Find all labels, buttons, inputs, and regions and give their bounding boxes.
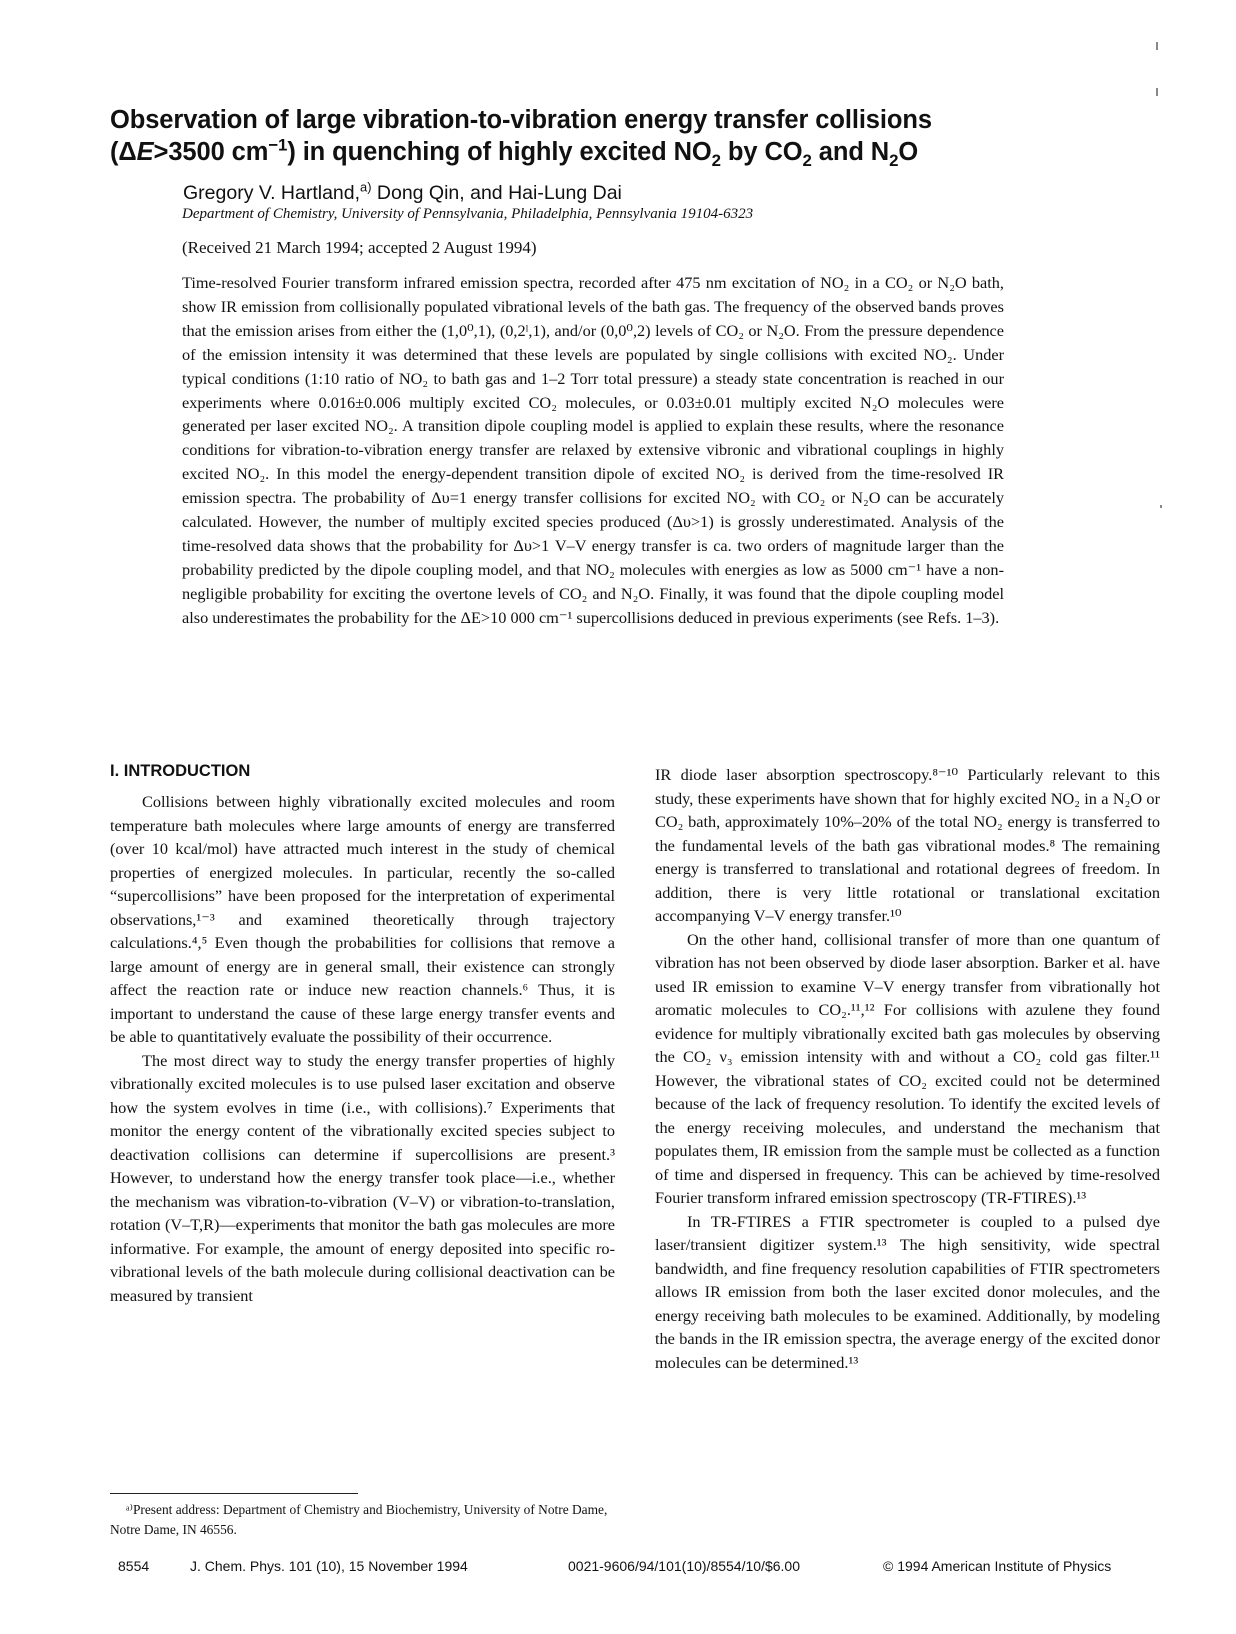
paragraph: Collisions between highly vibrationally excited molecules and room temperature bath molecules where large amounts of energy are transferred (over 10 kcal/mol) have attracted much interest in the study of chemical properties of energized molecules. In particular, recently the so-called “supercollisions” have been proposed for the interpretation of experimental observations,¹⁻³ and examined theoretically through trajectory calculations.⁴,⁵ Even though the probabilities for collisions that remove a large amount of energy are in general small, their existence can strongly affect the reaction rate or induce new reaction channels.⁶ Thus, it is important to understand the cause of these large energy transfer events and be able to quantitatively evaluate the possibility of their occurrence.	[110, 792, 615, 1046]
paper-title	[110, 104, 1150, 171]
footnote: ᵃ⁾Present address: Department of Chemistry and Biochemistry, University of Notre Dame, Notre Dame, IN 46556.	[110, 1502, 608, 1537]
author-list: Gregory V. Hartland,$^{a)}$ Dong Qin, and Hai-Lung Dai	[183, 179, 622, 204]
affiliation: Department of Chemistry, University of Pennsylvania, Philadelphia, Pennsylvania 19104-6323	[182, 206, 754, 222]
scan-mark	[1156, 88, 1158, 96]
paragraph: On the other hand, collisional transfer of more than one quantum of vibration has not been observed by diode laser absorption. Barker et al. have used IR emission to examine V–V energy transfer from vibrationally hot aromatic molecules to CO₂.¹¹,¹² For collisions with azulene they found evidence for multiply vibrationally excited bath gas molecules by observing the CO₂ ν₃ emission intensity with and without a CO₂ cold gas filter.¹¹ However, the vibrational states of CO₂ excited could not be determined because of the lack of frequency resolution. To identify the excited levels of the energy receiving molecules, and understand the mechanism that populates them, IR emission from the sample must be collected as a function of time and dispersed in frequency. This can be achieved by time-resolved Fourier transform infrared emission spectroscopy (TR-FTIRES).¹³	[655, 929, 1160, 1207]
section-heading: I. INTRODUCTION	[110, 762, 251, 780]
scan-mark	[1160, 505, 1162, 508]
received-dates: (Received 21 March 1994; accepted 2 August 1994)	[182, 238, 537, 257]
journal-citation: J. Chem. Phys. 101 (10), 15 November 1994	[190, 1558, 468, 1574]
copyright-notice: © 1994 American Institute of Physics	[883, 1558, 1112, 1574]
paragraph: In TR-FTIRES a FTIR spectrometer is coupled to a pulsed dye laser/transient digitizer system.¹³ The high sensitivity, wide spectral bandwidth, and fine frequency resolution capabilities of FTIR spectrometers allows IR emission from both the laser excited donor molecules, and the energy receiving bath molecules to be examined. Additionally, by modeling the bands in the IR emission spectra, the average energy of the excited donor molecules can be determined.¹³	[655, 1211, 1160, 1372]
article-code: 0021-9606/94/101(10)/8554/10/$6.00	[568, 1558, 800, 1574]
footnote-divider	[110, 1493, 358, 1494]
title-line-1: Observation of large vibration-to-vibration energy transfer collisions	[110, 106, 932, 134]
scan-mark	[1156, 42, 1158, 50]
paragraph: IR diode laser absorption spectroscopy.⁸⁻¹⁰ Particularly relevant to this study, these experiments have shown that for highly excited NO₂ in a N₂O or CO₂ bath, approximately 10%–20% of the total NO₂ energy is transferred to the fundamental levels of the bath gas vibrational modes.⁸ The remaining energy is transferred to translational and rotational degrees of freedom. In addition, there is very little rotational or translational excitation accompanying V–V energy transfer.¹⁰	[655, 765, 1160, 925]
left-column	[110, 790, 615, 1307]
title-line-2: (ΔE>3500 $cm^{-1}$) in quenching of highly excited $NO_2$ by $CO_2$ and $N_2O$	[110, 135, 919, 171]
paragraph: The most direct way to study the energy transfer properties of highly vibrationally excited molecules is to use pulsed laser excitation and observe how the system evolves in time (i.e., with collisions).⁷ Experiments that monitor the energy content of the vibrationally excited species subject to deactivation collisions can determine if supercollisions are present.³ However, to understand how the energy transfer took place—i.e., whether the mechanism was vibration-to-vibration (V–V) or vibration-to-translation, rotation (V–T,R)—experiments that monitor the bath gas molecules are more informative. For example, the amount of energy deposited into specific ro-vibrational levels of the bath molecule during collisional deactivation can be measured by transient	[110, 1050, 615, 1305]
abstract: Time-resolved Fourier transform infrared emission spectra, recorded after 475 nm excitation of NO₂ in a CO₂ or N₂O bath, show IR emission from collisionally populated vibrational levels of the bath gas. The frequency of the observed bands proves that the emission arises from either the (1,0⁰,1), (0,2ˡ,1), and/or (0,0⁰,2) levels of CO₂ or N₂O. From the pressure dependence of the emission intensity it was determined that these levels are populated by single collisions with excited NO₂. Under typical conditions (1:10 ratio of NO₂ to bath gas and 1–2 Torr total pressure) a steady state concentration is reached in our experiments where 0.016±0.006 multiply excited CO₂ molecules, or 0.03±0.01 multiply excited N₂O molecules were generated per laser excited NO₂. A transition dipole coupling model is applied to explain these results, where the resonance conditions for vibration-to-vibration energy transfer are relaxed by extensive vibronic and vibrational couplings in highly excited NO₂. In this model the energy-dependent transition dipole of excited NO₂ is derived from the time-resolved IR emission spectra. The probability of Δυ=1 energy transfer collisions for excited NO₂ with CO₂ or N₂O can be accurately calculated. However, the number of multiply excited species produced (Δυ>1) is grossly underestimated. Analysis of the time-resolved data shows that the probability for Δυ>1 V–V energy transfer is ca. two orders of magnitude larger than the probability predicted by the dipole coupling model, and that NO₂ molecules with energies as low as 5000 cm⁻¹ have a non-negligible probability for exciting the overtone levels of CO₂ and N₂O. Finally, it was found that the dipole coupling model also underestimates the probability for the ΔE>10 000 cm⁻¹ supercollisions deduced in previous experiments (see Refs. 1–3).	[182, 273, 1004, 627]
right-column	[655, 763, 1160, 1374]
page-number: 8554	[118, 1558, 150, 1574]
